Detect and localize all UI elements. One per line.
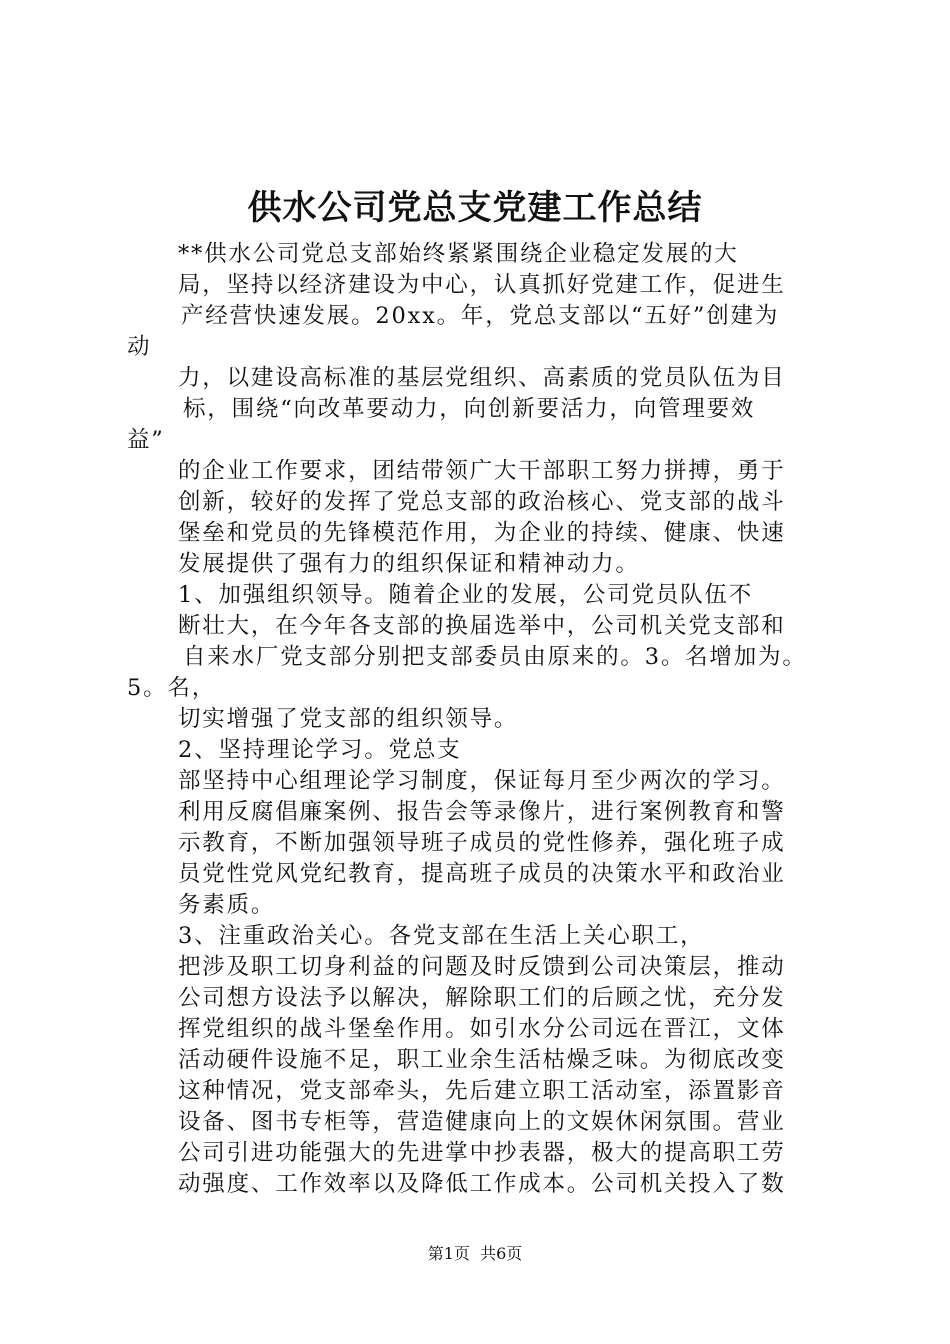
body-line: 把涉及职工切身利益的问题及时反馈到公司决策层，推动 bbox=[178, 954, 786, 980]
body-line: 动 bbox=[127, 334, 152, 360]
body-line: 3、注重政治关心。各党支部在生活上关心职工， bbox=[178, 923, 705, 949]
body-line: 员党性党风党纪教育，提高班子成员的决策水平和政治业 bbox=[178, 861, 786, 887]
body-line: 示教育，不断加强领导班子成员的党性修养，强化班子成 bbox=[178, 830, 786, 856]
body-line: 部坚持中心组理论学习制度，保证每月至少两次的学习。 bbox=[178, 768, 786, 794]
body-line: 务素质。 bbox=[178, 892, 276, 918]
body-line: 标，围绕“向改革要动力，向创新要活力，向管理要效 bbox=[183, 396, 756, 422]
body-line: 5。名， bbox=[127, 675, 217, 701]
body-line: 动强度、工作效率以及降低工作成本。公司机关投入了数 bbox=[178, 1171, 786, 1197]
body-line: 益” bbox=[127, 427, 165, 453]
body-line: **供水公司党总支部始终紧紧围绕企业稳定发展的大 bbox=[178, 241, 739, 267]
body-line: 的企业工作要求，团结带领广大干部职工努力拼搏，勇于 bbox=[178, 458, 786, 484]
body-line: 力，以建设高标准的基层党组织、高素质的党员队伍为目 bbox=[178, 365, 786, 391]
body-line: 断壮大，在今年各支部的换届选举中，公司机关党支部和 bbox=[178, 613, 786, 639]
body-line: 2、坚持理论学习。党总支 bbox=[178, 737, 462, 763]
body-line: 切实增强了党支部的组织领导。 bbox=[178, 706, 519, 732]
body-line: 产经营快速发展。20xx。年，党总支部以“五好”创建为 bbox=[181, 303, 780, 329]
body-line: 局，坚持以经济建设为中心，认真抓好党建工作，促进生 bbox=[178, 272, 786, 298]
body-line: 设备、图书专柜等，营造健康向上的文娱休闲氛围。营业 bbox=[178, 1109, 786, 1135]
body-line: 活动硬件设施不足，职工业余生活枯燥乏味。为彻底改变 bbox=[178, 1047, 786, 1073]
body-line: 公司引进功能强大的先进掌中抄表器，极大的提高职工劳 bbox=[178, 1140, 786, 1166]
body-line: 发展提供了强有力的组织保证和精神动力。 bbox=[178, 551, 640, 577]
body-line: 自来水厂党支部分别把支部委员由原来的。3。名增加为。 bbox=[183, 644, 807, 670]
page-number: 第1页 共6页 bbox=[427, 1244, 523, 1263]
body-line: 利用反腐倡廉案例、报告会等录像片，进行案例教育和警 bbox=[178, 799, 786, 825]
document-title: 供水公司党总支党建工作总结 bbox=[247, 188, 703, 228]
body-line: 挥党组织的战斗堡垒作用。如引水分公司远在晋江，文体 bbox=[178, 1016, 786, 1042]
body-line: 公司想方设法予以解决，解除职工们的后顾之忧，充分发 bbox=[178, 985, 786, 1011]
body-line: 创新，较好的发挥了党总支部的政治核心、党支部的战斗 bbox=[178, 489, 786, 515]
body-line: 这种情况，党支部牵头，先后建立职工活动室，添置影音 bbox=[178, 1078, 786, 1104]
body-line: 堡垒和党员的先锋模范作用，为企业的持续、健康、快速 bbox=[178, 520, 786, 546]
body-line: 1、加强组织领导。随着企业的发展，公司党员队伍不 bbox=[178, 582, 754, 608]
